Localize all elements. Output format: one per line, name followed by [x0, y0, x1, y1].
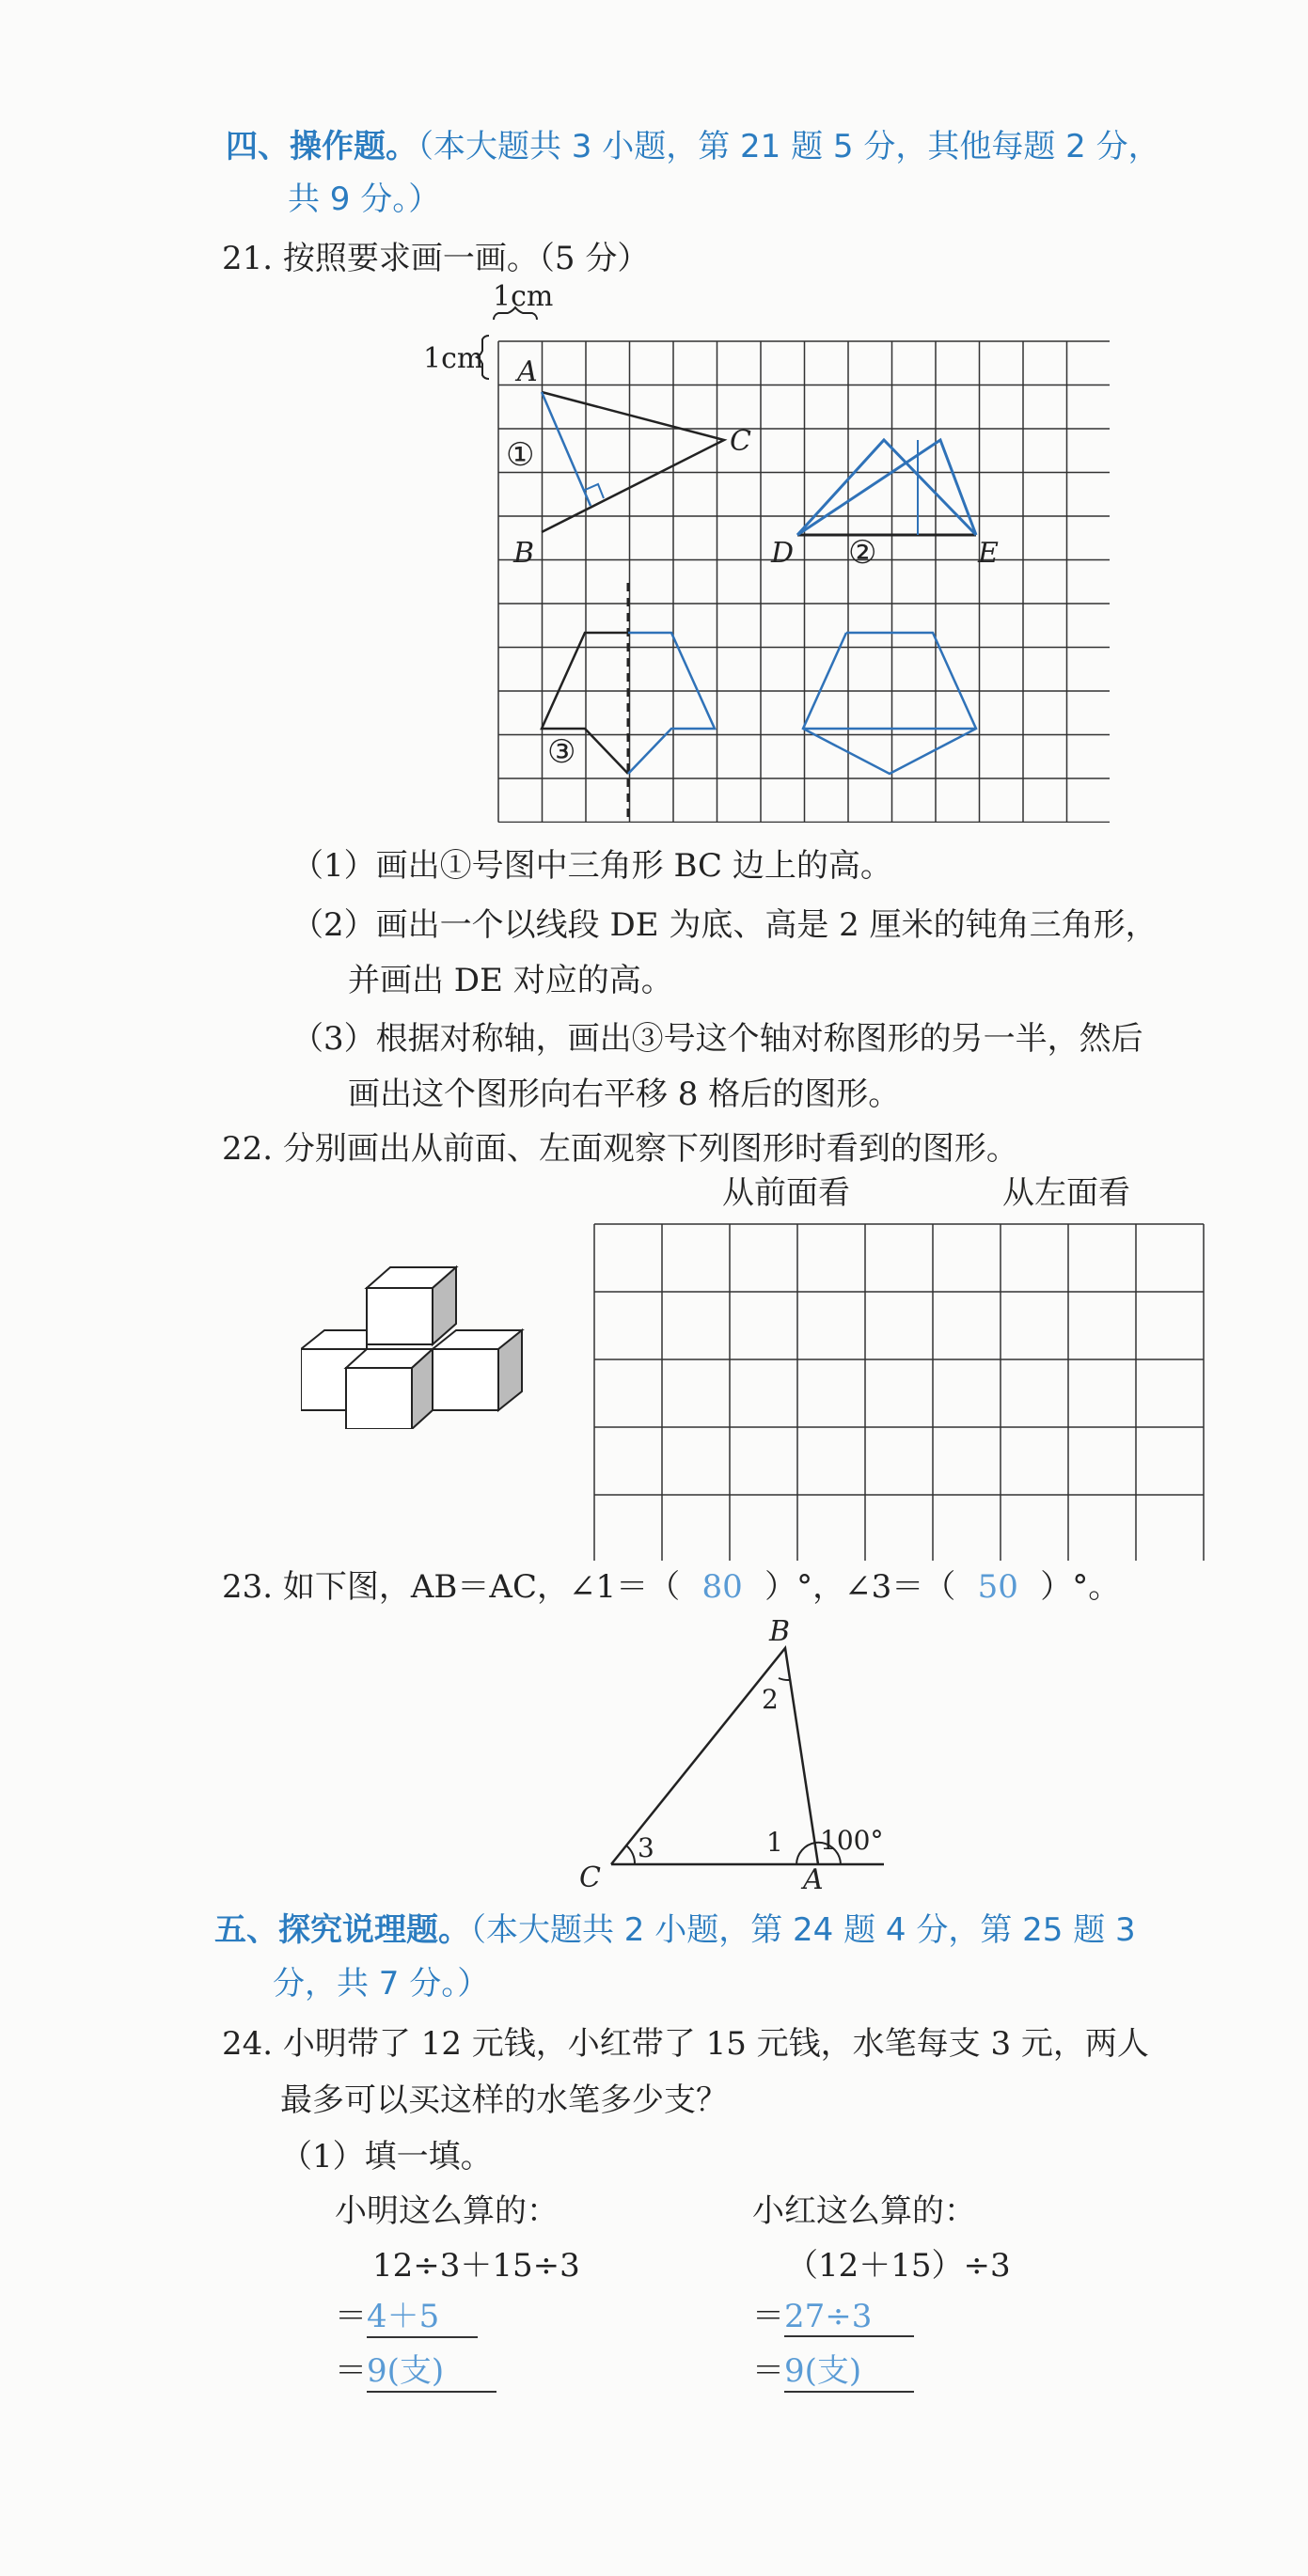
- q23-question: [222, 1561, 1120, 1607]
- figure-3-right-half: [628, 633, 715, 774]
- point-b-label: B: [513, 537, 535, 570]
- equals-sign: ＝: [335, 2298, 367, 2335]
- q23-suffix: ）°。: [1040, 1568, 1121, 1606]
- q22-answer-grid: [592, 1222, 1213, 1561]
- figure-2-label: ②: [848, 534, 877, 572]
- xiaoming-step-1: [335, 2290, 478, 2338]
- q24-line-1: 24. 小明带了 12 元钱，小红带了 15 元钱，水笔每支 3 元，两人: [222, 2025, 1149, 2063]
- scale-left-label: 1cm: [423, 342, 484, 375]
- section-4-heading: [226, 120, 1160, 166]
- cube-left-top: [301, 1330, 367, 1349]
- q22-header: 22. 分别画出从前面、左面观察下列图形时看到的图形。: [222, 1130, 1018, 1168]
- q23-answer-angle-1[interactable]: 80: [701, 1568, 743, 1606]
- equals-sign: ＝: [752, 2352, 784, 2390]
- xiaoming-title: 小明这么算的：: [335, 2192, 559, 2230]
- xiaoming-step-2: [335, 2345, 496, 2393]
- xiaohong-answer-1[interactable]: 27÷3: [784, 2298, 914, 2337]
- section-5-title: 五、探究说理题。: [214, 1911, 470, 1949]
- xiaohong-step-2: [752, 2345, 914, 2393]
- xiaohong-answer-2[interactable]: 9(支): [784, 2345, 914, 2393]
- q21-header: 21. 按照要求画一画。（5 分）: [222, 240, 650, 277]
- figure-3-label: ③: [547, 733, 576, 771]
- obtuse-triangle-2: [797, 440, 976, 535]
- point-c-label: C: [730, 425, 751, 458]
- q21-grid: [498, 341, 1110, 823]
- xiaohong-title: 小红这么算的：: [752, 2192, 976, 2230]
- section-4-title: 四、操作题。: [226, 128, 418, 165]
- q21-part-1: （1）画出①号图中三角形 BC 边上的高。: [292, 847, 892, 885]
- section-4-desc-cont: 共 9 分。）: [288, 181, 441, 218]
- front-view-label: 从前面看: [722, 1174, 850, 1212]
- point-e-label: E: [978, 537, 999, 570]
- q24-part-1: （1）填一填。: [280, 2138, 493, 2175]
- xiaoming-answer-1[interactable]: 4＋5: [367, 2290, 478, 2338]
- q23-prefix: 23. 如下图，AB＝AC，∠1＝（: [222, 1568, 681, 1606]
- point-c-23: C: [579, 1861, 601, 1894]
- triangle-abc: [542, 392, 724, 532]
- cube-top-front: [367, 1288, 433, 1344]
- q23-middle: ）°，∠3＝（: [764, 1568, 956, 1606]
- point-a-label: A: [517, 355, 538, 388]
- q21-part-3: （3）根据对称轴，画出③号这个轴对称图形的另一半，然后: [292, 1020, 1143, 1058]
- q21-grid-figure: [414, 277, 1110, 823]
- xiaoming-expression: 12÷3＋15÷3: [372, 2247, 580, 2285]
- exterior-angle-label: 100°: [820, 1825, 884, 1856]
- point-a-23: A: [803, 1863, 824, 1894]
- q21-part-3-cont: 画出这个图形向右平移 8 格后的图形。: [348, 1076, 901, 1113]
- equals-sign: ＝: [752, 2298, 784, 2335]
- section-5-heading: [214, 1904, 1136, 1950]
- triangle-abc-height: [542, 392, 591, 506]
- angle-3-arc: [626, 1846, 635, 1864]
- q21-part-2: （2）画出一个以线段 DE 为底、高是 2 厘米的钝角三角形，: [292, 906, 1158, 944]
- angle-2-label: 2: [762, 1684, 779, 1715]
- figure-3-translated: [803, 633, 976, 774]
- point-d-label: D: [771, 537, 795, 570]
- xiaohong-step-1: [752, 2290, 914, 2337]
- point-b-23: B: [769, 1615, 791, 1648]
- xiaoming-answer-2[interactable]: 9(支): [367, 2345, 496, 2393]
- cube-stack-figure: [301, 1260, 536, 1429]
- cube-right-front: [433, 1349, 498, 1410]
- q23-triangle-figure: [564, 1612, 940, 1894]
- angle-3-label: 3: [638, 1832, 654, 1863]
- q24-line-2: 最多可以买这样的水笔多少支？: [280, 2081, 728, 2119]
- scale-top-label: 1cm: [493, 280, 554, 313]
- figure-1-label: ①: [506, 436, 535, 474]
- angle-1-label: 1: [766, 1827, 783, 1858]
- section-4-desc: （本大题共 3 小题，第 21 题 5 分，其他每题 2 分，: [418, 128, 1160, 165]
- angle-1-arc: [796, 1843, 815, 1864]
- section-5-desc: （本大题共 2 小题，第 24 题 4 分，第 25 题 3: [470, 1911, 1136, 1949]
- q23-answer-angle-3[interactable]: 50: [977, 1568, 1018, 1606]
- angle-2-arc: [779, 1678, 790, 1680]
- equals-sign: ＝: [335, 2352, 367, 2390]
- xiaohong-expression: （12＋15）÷3: [786, 2247, 1011, 2285]
- section-5-desc-cont: 分，共 7 分。）: [273, 1965, 490, 2003]
- q21-part-2-cont: 并画出 DE 对应的高。: [348, 962, 673, 999]
- left-view-label: 从左面看: [1002, 1174, 1130, 1212]
- cube-front-front: [346, 1368, 412, 1429]
- obtuse-triangle-1: [797, 440, 976, 535]
